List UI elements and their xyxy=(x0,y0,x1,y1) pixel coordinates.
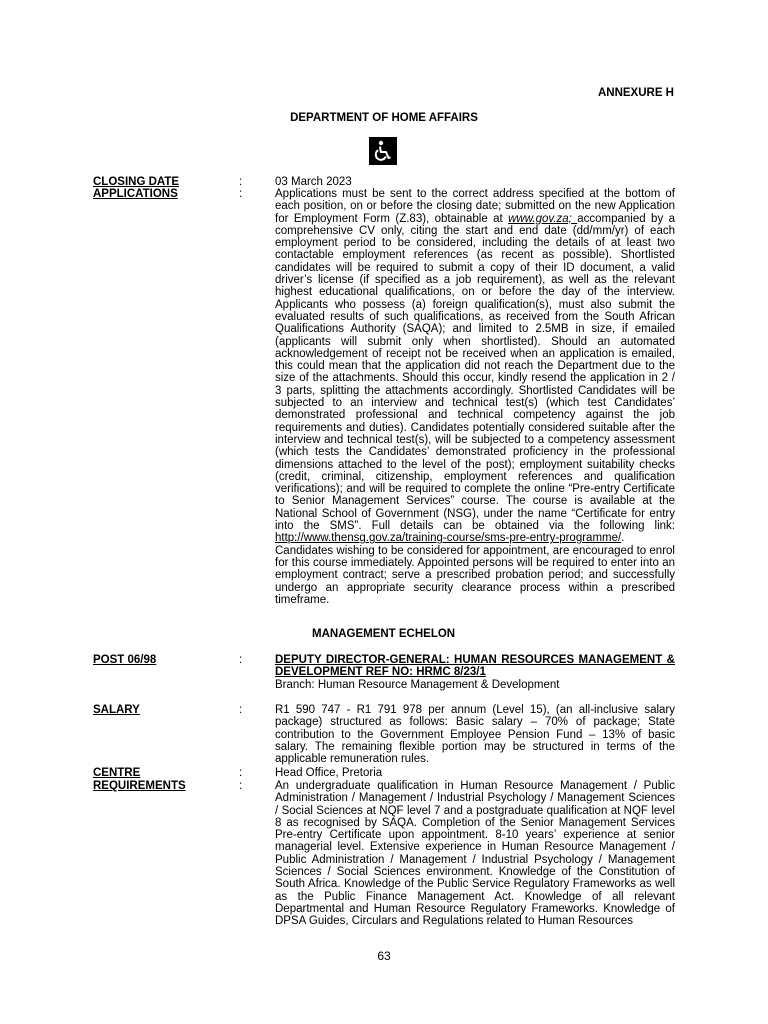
centre-colon: : xyxy=(239,767,243,779)
requirements-colon: : xyxy=(239,780,243,792)
closing-date-value: 03 March 2023 xyxy=(275,176,352,188)
wheelchair-icon xyxy=(369,137,397,165)
salary-colon: : xyxy=(239,704,243,716)
centre-label: CENTRE xyxy=(93,767,141,779)
section-heading: MANAGEMENT ECHELON xyxy=(312,628,456,640)
salary-label: SALARY xyxy=(93,704,140,716)
applications-text-part3: . Candidates wishing to be considered for appointment, are encouraged to enrol for this course immediately. Appointed persons will be required to enter into an employment contract; serve a prescribed probation period; and successfully undergo an appropriate security clearance process within a prescribed timeframe. xyxy=(275,532,675,606)
applications-text xyxy=(275,188,675,606)
annexure-label: ANNEXURE H xyxy=(597,87,674,99)
post-title: DEPUTY DIRECTOR-GENERAL: HUMAN RESOURCES MANAGEMENT & DEVELOPMENT REF NO: HRMC 8/23/1 xyxy=(275,654,675,679)
nsg-link[interactable]: http://www.thensg.gov.za/training-course/sms-pre-entry-programme/ xyxy=(275,532,622,545)
post-value xyxy=(275,654,675,691)
centre-value: Head Office, Pretoria xyxy=(275,767,383,779)
post-label: POST 06/98 xyxy=(93,654,157,666)
closing-date-colon: : xyxy=(239,176,243,188)
post-branch: Branch: Human Resource Management & Development xyxy=(275,678,560,691)
page-number: 63 xyxy=(377,949,391,963)
requirements-value: An undergraduate qualification in Human Resource Management / Public Administration / Management / Industrial Psychology / Management Sciences / Social Sciences at NQF level 7 and a postgraduate qualification at NQF level 8 as recognised by SAQA. Completion of the Senior Management Services Pre-entry Certificate upon appointment. 8-10 years’ experience at senior managerial level. Extensive experience in Human Resource Management / Public Administration / Management / Industrial Psychology / Management Sciences / Social Sciences environment. Knowledge of the Constitution of South Africa. Knowledge of the Public Service Regulatory Frameworks as well as the Public Finance Management Act. Knowledge of all relevant Departmental and Human Resource Regulatory Frameworks. Knowledge of DPSA Guides, Circulars and Regulations related to Human Resources xyxy=(275,780,675,928)
applications-text-part1: Applications must be sent to the correct address specified at the bottom of each position, on or before the closing date; submitted on the new Application for Employment Form (Z.83), obtainable at xyxy=(275,188,675,225)
gov-link[interactable]: www.gov.za; xyxy=(508,212,578,225)
post-colon: : xyxy=(239,654,243,666)
department-title: DEPARTMENT OF HOME AFFAIRS xyxy=(290,112,478,124)
requirements-label: REQUIREMENTS xyxy=(93,780,186,792)
applications-colon: : xyxy=(239,188,243,200)
closing-date-label: CLOSING DATE xyxy=(93,176,180,188)
salary-value: R1 590 747 - R1 791 978 per annum (Level 15), (an all-inclusive salary package) structured as follows: Basic salary – 70% of package; State contribution to the Government Employee Pension Fund – 13% of basic salary. The remaining flexible portion may be structured in terms of the applicable remuneration rules. xyxy=(275,704,675,766)
applications-text-part2: accompanied by a comprehensive CV only, citing the start and end date (dd/mm/yr) of each employment period to be considered, including the details of at least two contactable employment references (as recent as possible). Shortlisted candidates will be required to submit a copy of their ID document, a valid driver’s license (if specified as a job requirement), as well as the relevant highest educational qualifications, on or before the day of the interview. Applicants who possess (a) foreign qualification(s), must also submit the evaluated results of such qualifications, as received from the South African Qualifications Authority (SAQA); and limited to 2.5MB in size, if emailed (applicants will submit only when shortlisted). Should an automated acknowledgement of receipt not be received when an application is emailed, this could mean that the application did not reach the Department due to the size of the attachments. Should this occur, kindly resend the application in 2 / 3 parts, splitting the attachments accordingly. Shortlisted Candidates will be subjected to an interview and technical test(s) (which test Candidates’ demonstrated professional and technical competency against the job requirements and duties). Candidates potentially considered suitable after the interview and technical test(s), will be subjected to a competency assessment (which tests the Candidates’ demonstrated proficiency in the professional dimensions attached to the level of the post); employment suitability checks (credit, criminal, citizenship, employment references and qualification verifications); and will be required to complete the online “Pre-entry Certificate to Senior Management Services” course. The course is available at the National School of Government (NSG), under the name “Certificate for entry into the SMS”. Full details can be obtained via the following link: xyxy=(275,212,675,533)
applications-label: APPLICATIONS xyxy=(93,188,178,200)
